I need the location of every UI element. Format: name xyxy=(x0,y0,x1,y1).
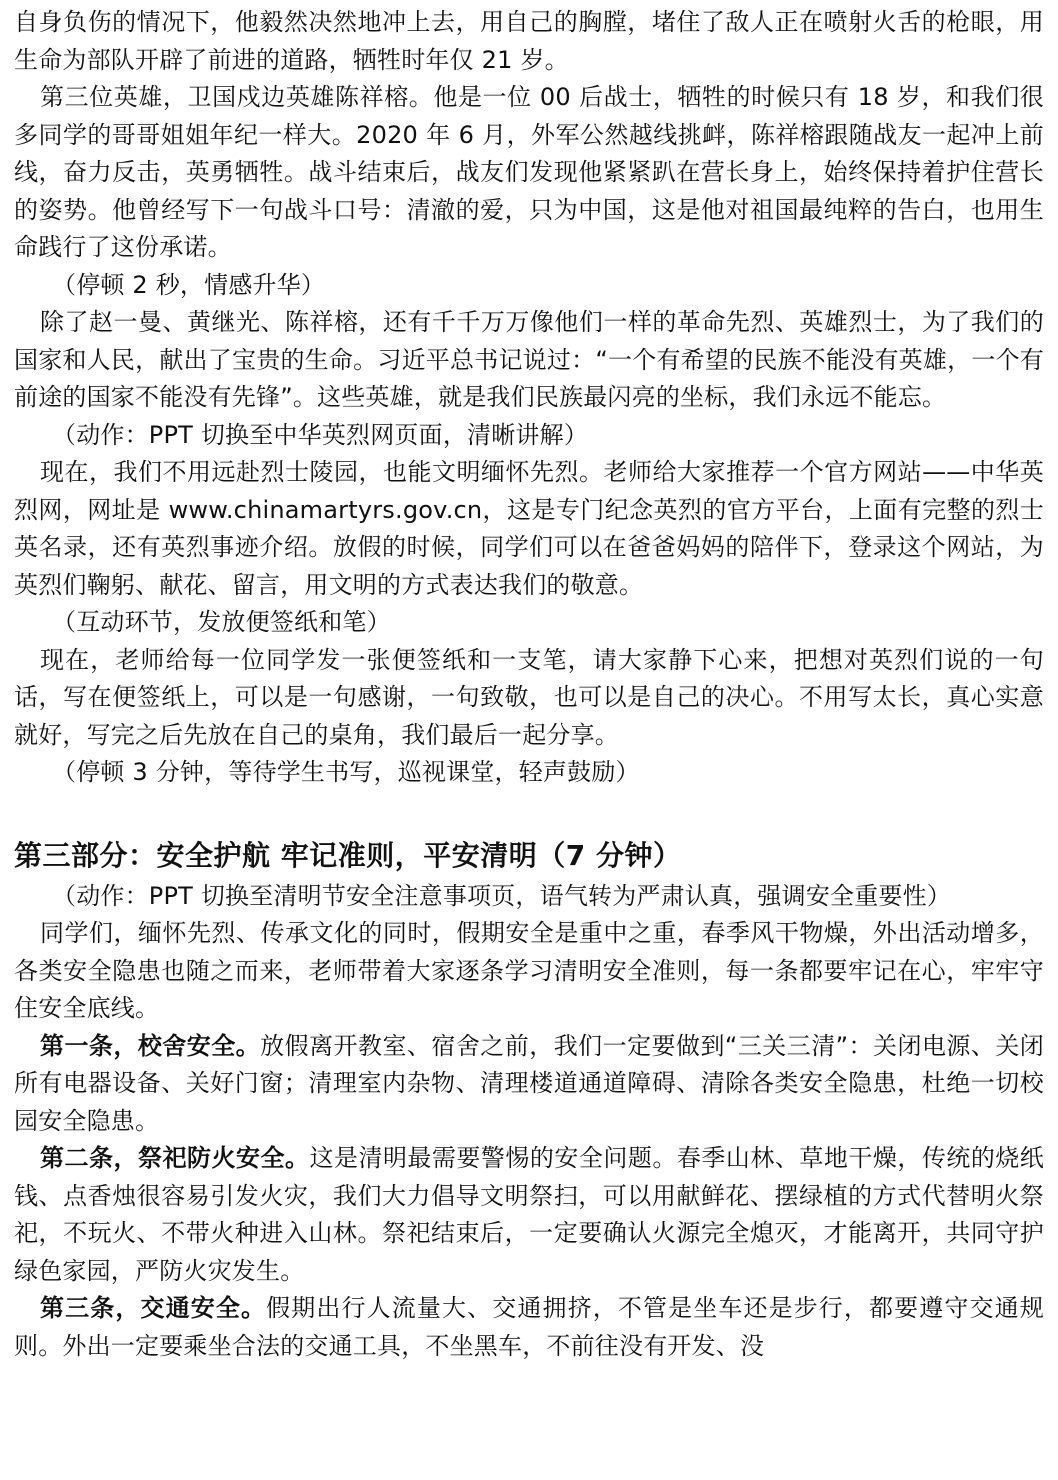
stage-direction-interaction: （互动环节，发放便签纸和笔） xyxy=(52,608,391,636)
paragraph-heroes-summary: 除了赵一曼、黄继光、陈祥榕，还有千千万万像他们一样的革命先烈、英雄烈士，为了我们的国家和人民，献出了宝贵的生命。习近平总书记说过：“一个有希望的民族不能没有英雄，一个有前途的国家不能没有先锋”。这些英雄，就是我们民族最闪亮的坐标，我们永远不能忘。 xyxy=(14,308,1044,411)
paragraph-safety-intro: 同学们，缅怀先烈、传承文化的同时，假期安全是重中之重，春季风干物燥，外出活动增多，各类安全隐患也随之而来，老师带着大家逐条学习清明安全准则，每一条都要牢记在心，牢牢守住安全底线。 xyxy=(14,919,1044,1022)
rule-title-fire: 第二条，祭祀防火安全。 xyxy=(40,1144,310,1172)
stage-direction-safety-ppt: （动作：PPT 切换至清明节安全注意事项页，语气转为严肃认真，强调安全重要性） xyxy=(52,881,952,910)
stage-direction-ppt-website: （动作：PPT 切换至中华英烈网页面，清晰讲解） xyxy=(52,420,589,449)
stage-direction-pause: （停顿 2 秒，情感升华） xyxy=(52,270,326,299)
section-heading-safety: 第三部分：安全护航 牢记准则，平安清明（7 分钟） xyxy=(14,838,682,872)
document-page xyxy=(14,4,1044,1365)
paragraph-rule-traffic xyxy=(14,1290,1044,1365)
paragraph-rule-fire xyxy=(14,1140,1044,1290)
stage-direction-writing: （停顿 3 分钟，等待学生书写，巡视课堂，轻声鼓励） xyxy=(52,758,640,786)
rule-text-traffic: 假期出行人流量大、交通拥挤，不管是坐车还是步行，都要遵守交通规则。外出一定要乘坐合法的交通工具，不坐黑车，不前往没有开发、没 xyxy=(14,1294,1044,1360)
rule-text-fire: 这是清明最需要警惕的安全问题。春季山林、草地干燥，传统的烧纸钱、点香烛很容易引发火灾，我们大力倡导文明祭扫，可以用献鲜花、摆绿植的方式代替明火祭祀，不玩火、不带火种进入山林。祭祀结束后，一定要确认火源完全熄灭，才能离开，共同守护绿色家园，严防火灾发生。 xyxy=(14,1144,1045,1285)
rule-title-campus: 第一条，校舍安全。 xyxy=(40,1031,261,1060)
paragraph-martyrs-website: 现在，我们不用远赴烈士陵园，也能文明缅怀先烈。老师给大家推荐一个官方网站——中华英烈网，网址是 www.chinamartyrs.gov.cn，这是专门纪念英烈的官方平台，上面有完整的烈士英名录，还有英烈事迹介绍。放假的时候，同学们可以在爸爸妈妈的陪伴下，登录这个网站，为英烈们鞠躬、献花、留言，用文明的方式表达我们的敬意。 xyxy=(14,458,1044,599)
paragraph-rule-campus xyxy=(14,1028,1044,1141)
paragraph-sticky-notes: 现在，老师给每一位同学发一张便签纸和一支笔，请大家静下心来，把想对英烈们说的一句话，写在便签纸上，可以是一句感谢，一句致敬，也可以是自己的决心。不用写太长，真心实意就好，写完之后先放在自己的桌角，我们最后一起分享。 xyxy=(14,645,1044,749)
rule-text-campus: 放假离开教室、宿舍之前，我们一定要做到“三关三清”：关闭电源、关闭所有电器设备、关好门窗；清理室内杂物、清理楼道通道障碍、清除各类安全隐患，杜绝一切校园安全隐患。 xyxy=(14,1031,1044,1135)
paragraph-huang-jiguang-end: 自身负伤的情况下，他毅然决然地冲上去，用自己的胸膛，堵住了敌人正在喷射火舌的枪眼，用生命为部队开辟了前进的道路，牺牲时年仅 21 岁。 xyxy=(14,8,1044,74)
rule-title-traffic: 第三条，交通安全。 xyxy=(40,1294,267,1322)
paragraph-chen-xiangrong: 第三位英雄，卫国戍边英雄陈祥榕。他是一位 00 后战士，牺牲的时候只有 18 岁，和我们很多同学的哥哥姐姐年纪一样大。2020 年 6 月，外军公然越线挑衅，陈祥榕跟随战友一起冲上前线，奋力反击，英勇牺牲。战斗结束后，战友们发现他紧紧趴在营长身上，始终保持着护住营长的姿势。他曾经写下一句战斗口号：清澈的爱，只为中国，这是他对祖国最纯粹的告白，也用生命践行了这份承诺。 xyxy=(14,83,1044,261)
